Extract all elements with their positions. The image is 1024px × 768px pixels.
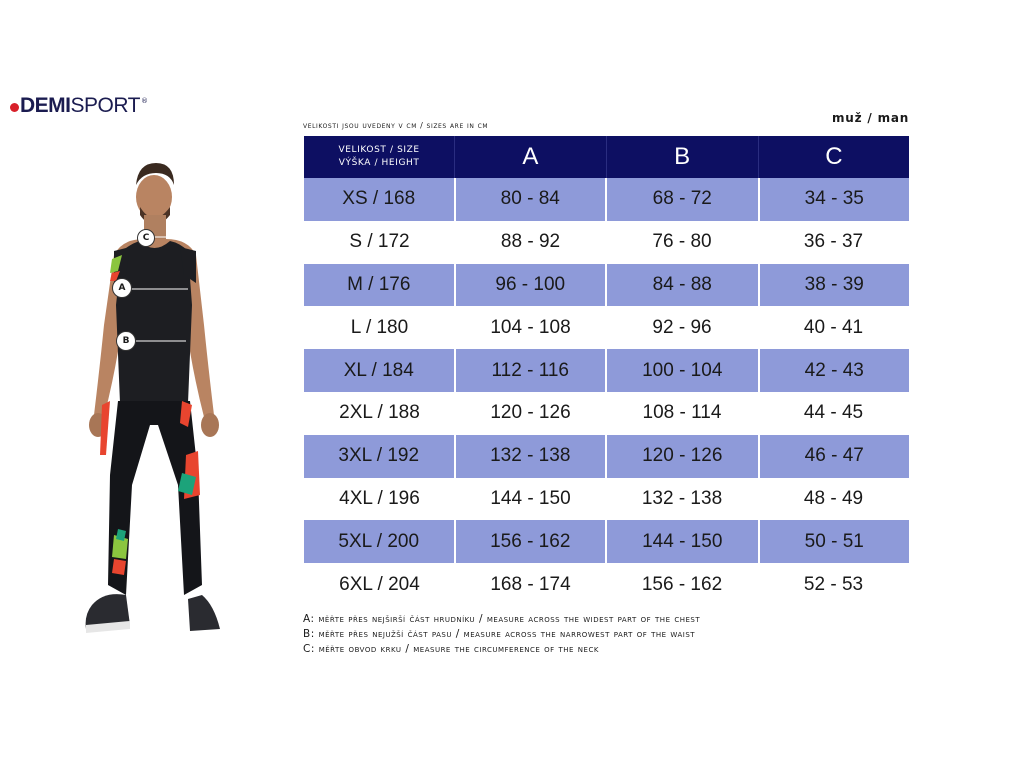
a-cell: 168 - 174 xyxy=(490,573,571,595)
a-cell: 144 - 150 xyxy=(490,487,571,509)
table-header-row xyxy=(304,136,909,178)
a-cell: 80 - 84 xyxy=(456,178,608,221)
size-cell: XL / 184 xyxy=(304,349,456,392)
model-measurement-figure xyxy=(74,155,234,645)
b-cell: 84 - 88 xyxy=(607,264,760,307)
gender-label: muž / man xyxy=(832,111,910,125)
size-cell: M / 176 xyxy=(304,264,456,307)
marker-b xyxy=(116,331,136,351)
c-cell: 52 - 53 xyxy=(803,573,864,595)
note-a: A: měřte přes nejširší část hrudníku / measure across the widest part of the chest xyxy=(303,613,701,625)
table-row xyxy=(304,563,909,606)
b-cell: 156 - 162 xyxy=(641,573,723,595)
athlete-illustration xyxy=(74,155,234,645)
logo-dot xyxy=(10,103,19,112)
a-cell: 88 - 92 xyxy=(500,231,561,253)
c-cell: 48 - 49 xyxy=(803,487,864,509)
c-cell: 42 - 43 xyxy=(804,359,864,381)
c-cell: 46 - 47 xyxy=(804,445,864,467)
column-header-a: A xyxy=(455,136,606,178)
logo-text-sport: SPORT xyxy=(70,94,140,117)
logo-text-demi: DEMI xyxy=(20,94,71,117)
size-header-line1: VELIKOST / SIZE xyxy=(338,145,420,155)
note-b: B: měřte přes nejužší část pasu / measure across the narrowest part of the waist xyxy=(303,628,696,640)
a-cell: 156 - 162 xyxy=(456,520,608,563)
units-note: velikosti jsou uvedeny v cm / sizes are in cm xyxy=(303,121,489,130)
b-cell: 120 - 126 xyxy=(607,435,760,478)
demisport-logo xyxy=(10,94,148,118)
size-column-header xyxy=(304,136,455,178)
c-cell: 50 - 51 xyxy=(804,530,864,552)
size-header-line2: VÝŠKA / HEIGHT xyxy=(338,158,420,168)
size-cell: 6XL / 204 xyxy=(339,573,420,595)
table-row xyxy=(304,178,909,221)
marker-b-label: B xyxy=(122,336,130,346)
column-header-b: B xyxy=(607,136,759,178)
a-cell: 120 - 126 xyxy=(490,402,571,424)
size-chart-table xyxy=(304,136,909,606)
marker-c-label: C xyxy=(142,233,150,243)
size-cell: S / 172 xyxy=(349,231,410,253)
b-cell: 132 - 138 xyxy=(641,487,723,509)
table-row xyxy=(304,392,909,435)
c-cell: 40 - 41 xyxy=(803,316,864,338)
size-cell: 5XL / 200 xyxy=(304,520,456,563)
c-cell: 36 - 37 xyxy=(803,231,864,253)
b-cell: 68 - 72 xyxy=(607,178,760,221)
b-cell: 100 - 104 xyxy=(607,349,760,392)
b-cell: 92 - 96 xyxy=(652,316,712,338)
a-cell: 112 - 116 xyxy=(456,349,608,392)
table-row xyxy=(304,520,909,563)
marker-a xyxy=(112,278,132,298)
table-body xyxy=(304,178,909,606)
table-row xyxy=(304,349,909,392)
marker-c xyxy=(137,229,155,247)
measurement-notes xyxy=(303,612,700,657)
table-row xyxy=(304,264,909,307)
table-row xyxy=(304,435,909,478)
size-cell: L / 180 xyxy=(350,316,409,338)
c-cell: 38 - 39 xyxy=(804,273,864,295)
c-cell: 44 - 45 xyxy=(803,402,864,424)
b-cell: 76 - 80 xyxy=(652,231,712,253)
table-row xyxy=(304,306,909,349)
size-cell: XS / 168 xyxy=(304,178,456,221)
registered-mark: ® xyxy=(140,97,148,105)
size-cell: 3XL / 192 xyxy=(304,435,456,478)
size-cell: 4XL / 196 xyxy=(339,487,420,509)
column-header-c: C xyxy=(825,143,843,170)
a-cell: 104 - 108 xyxy=(490,316,571,338)
size-cell: 2XL / 188 xyxy=(339,402,420,424)
table-row xyxy=(304,221,909,264)
a-cell: 96 - 100 xyxy=(456,264,608,307)
b-cell: 144 - 150 xyxy=(607,520,760,563)
b-cell: 108 - 114 xyxy=(642,402,722,424)
a-cell: 132 - 138 xyxy=(456,435,608,478)
table-row xyxy=(304,478,909,521)
note-c: C: měřte obvod krku / measure the circumference of the neck xyxy=(303,643,599,655)
marker-a-label: A xyxy=(118,283,126,293)
c-cell: 34 - 35 xyxy=(804,188,864,210)
